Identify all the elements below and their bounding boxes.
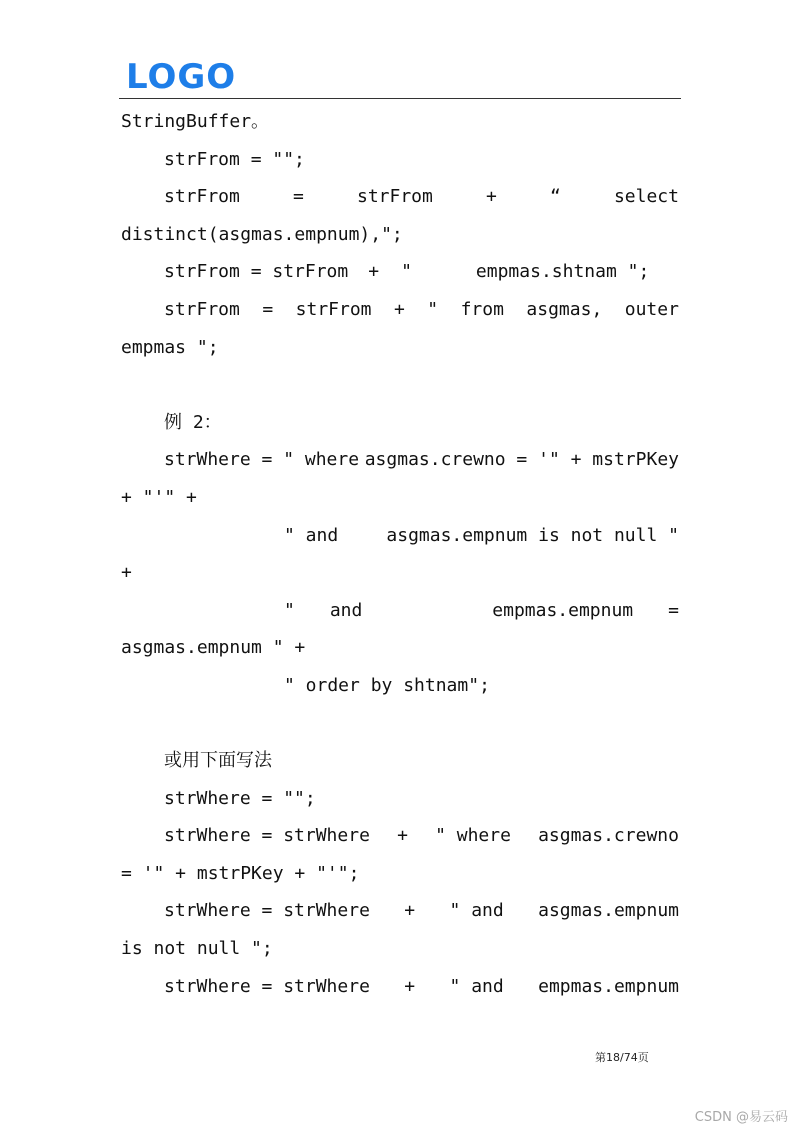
code-token: empmas.shtnam "; bbox=[475, 261, 650, 283]
code-line: asgmas.empnum " + bbox=[121, 637, 306, 659]
code-token: select bbox=[613, 186, 679, 208]
page-number: 第18/74页 bbox=[595, 1051, 649, 1064]
code-token: " bbox=[401, 261, 412, 283]
code-line: + bbox=[121, 562, 132, 584]
code-token: + bbox=[404, 900, 416, 922]
code-token: asgmas.crewno = '" + mstrPKey bbox=[364, 449, 679, 471]
code-token: = bbox=[668, 599, 679, 621]
code-line-justified bbox=[121, 517, 679, 555]
code-token: + bbox=[485, 186, 497, 208]
code-token: + bbox=[368, 261, 380, 283]
code-token: + bbox=[393, 298, 405, 320]
code-line: is not null "; bbox=[121, 938, 273, 960]
code-token: " bbox=[284, 599, 295, 621]
text-line: 例 2： bbox=[164, 411, 222, 433]
code-token: strWhere = " where bbox=[164, 449, 360, 471]
code-token: asgmas.empnum bbox=[538, 900, 679, 922]
code-line-justified bbox=[121, 291, 679, 329]
code-token: " and bbox=[284, 524, 339, 546]
code-line: " order by shtnam"; bbox=[284, 674, 490, 696]
code-line-justified bbox=[121, 178, 679, 216]
text-line: StringBuffer。 bbox=[121, 111, 270, 132]
code-token: asgmas.empnum is not null " bbox=[386, 524, 679, 546]
code-token: asgmas.crewno bbox=[538, 825, 679, 847]
code-token: = bbox=[293, 186, 304, 208]
code-token: strWhere = strWhere bbox=[164, 975, 370, 997]
code-token: strFrom bbox=[295, 298, 372, 320]
code-line-justified bbox=[121, 441, 679, 479]
code-line: strWhere = ""; bbox=[164, 787, 316, 809]
code-line-justified bbox=[121, 968, 679, 1006]
code-token: empmas.empnum bbox=[492, 599, 634, 621]
code-token: = bbox=[262, 298, 274, 320]
code-token: and bbox=[329, 599, 363, 621]
code-token: strFrom bbox=[164, 186, 240, 208]
code-token: " bbox=[427, 298, 439, 320]
document-body bbox=[121, 103, 679, 1005]
watermark: CSDN @易云码 bbox=[694, 1110, 788, 1125]
code-token: strWhere = strWhere bbox=[164, 900, 370, 922]
code-token: strFrom = strFrom bbox=[164, 261, 349, 283]
code-token: “ bbox=[549, 186, 561, 208]
code-line: + "'" + bbox=[121, 486, 197, 508]
code-token: strFrom bbox=[356, 186, 433, 208]
blank-line bbox=[121, 366, 679, 404]
code-token: + bbox=[404, 975, 416, 997]
code-token: from bbox=[460, 298, 504, 320]
code-token: outer bbox=[624, 298, 679, 320]
code-line-justified bbox=[121, 892, 679, 930]
code-line-justified bbox=[121, 592, 679, 630]
code-token: empmas.empnum bbox=[538, 975, 679, 997]
code-line: strFrom = ""; bbox=[164, 148, 305, 170]
header-rule bbox=[119, 98, 681, 99]
code-token: + bbox=[397, 825, 408, 847]
code-line: empmas "; bbox=[121, 336, 219, 358]
code-token: " and bbox=[449, 900, 504, 922]
code-token: strFrom bbox=[164, 298, 240, 320]
code-line-justified bbox=[121, 817, 679, 855]
code-token: asgmas, bbox=[526, 298, 603, 320]
logo: LOGO bbox=[126, 57, 237, 97]
code-token: " and bbox=[449, 975, 504, 997]
code-line bbox=[121, 253, 679, 291]
text-line: 或用下面写法 bbox=[164, 750, 272, 772]
code-line: = '" + mstrPKey + "'"; bbox=[121, 862, 360, 884]
blank-line bbox=[121, 705, 679, 743]
code-line: distinct(asgmas.empnum),"; bbox=[121, 223, 403, 245]
code-token: strWhere = strWhere bbox=[164, 825, 370, 847]
code-token: " where bbox=[435, 825, 511, 847]
